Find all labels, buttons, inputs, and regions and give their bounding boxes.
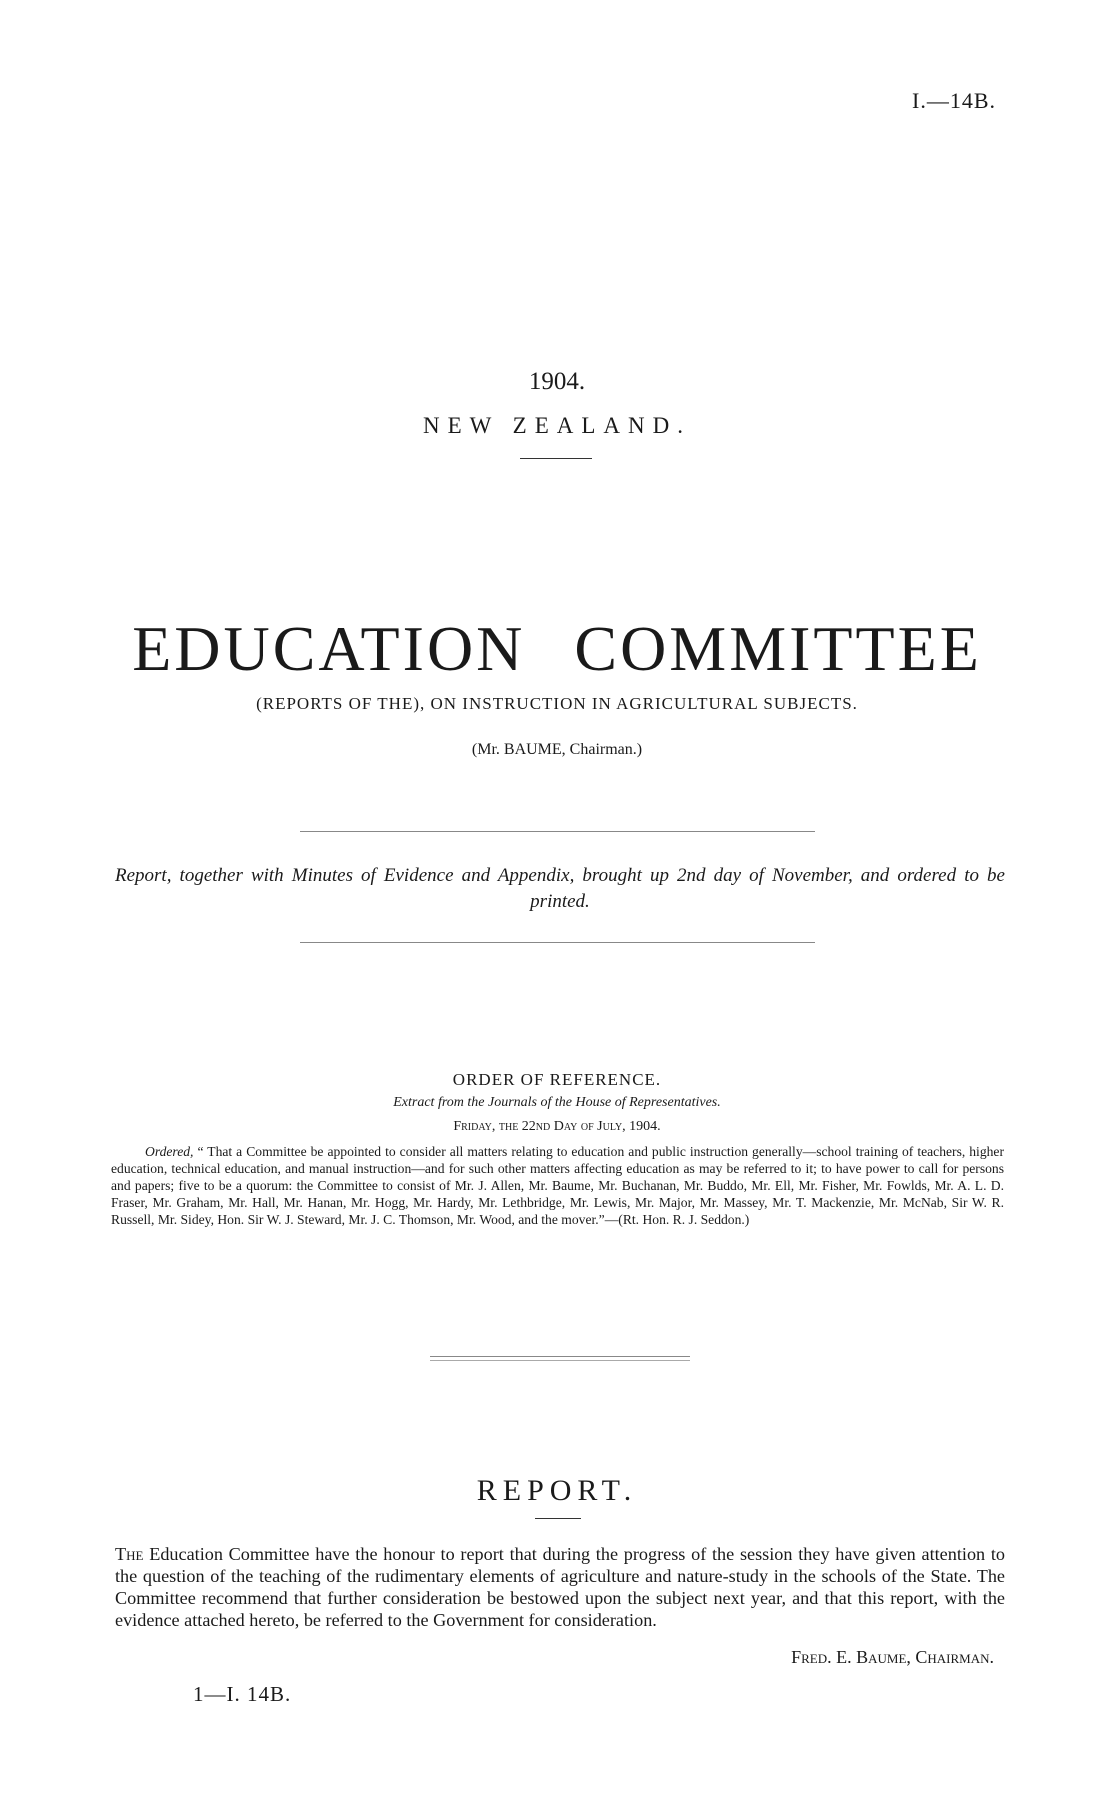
ordered-lead: Ordered, [145, 1144, 194, 1159]
divider [430, 1360, 690, 1361]
report-body [115, 1543, 1005, 1631]
document-subtitle: (REPORTS OF THE), ON INSTRUCTION IN AGRICULTURAL SUBJECTS. [256, 694, 858, 713]
order-of-reference-text [111, 1143, 1004, 1228]
document-title: EDUCATION COMMITTEE [132, 613, 982, 684]
report-text: Education Committee have the honour to report that during the progress of the session they have given attention to the question of the teaching of the rudimentary elements of agriculture and nature-study in the schools of the State. The Committee recommend that further consideration be bestowed upon the subject next year, and that this report, with the evidence attached hereto, be referred to the Government for consideration. [115, 1544, 1006, 1630]
publication-year: 1904. [528, 368, 586, 395]
chairman-signature: Fred. E. Baume, Chairman. [791, 1647, 994, 1667]
divider [430, 1356, 690, 1357]
country-heading: NEW ZEALAND. [422, 413, 692, 438]
divider [535, 1518, 581, 1519]
report-heading: REPORT. [476, 1474, 638, 1507]
order-body: “ That a Committee be appointed to consider all matters relating to education and public instruction generally—school training of teachers, higher education, technical education, and manual instruction—and for such other matters affecting education as may be referred to it; to have power to call for persons and papers; five to be a quorum: the Committee to consist of Mr. J. Allen, Mr. Baume, Mr. Buchanan, Mr. Buddo, Mr. Ell, Mr. Fisher, Mr. Fowlds, Mr. A. L. D. Fraser, Mr. Graham, Mr. Hall, Mr. Hanan, Mr. Hogg, Mr. Hardy, Mr. Lethbridge, Mr. Lewis, Mr. Major, Mr. Massey, Mr. T. Mackenzie, Mr. McNab, Sir W. R. Russell, Mr. Sidey, Hon. Sir W. J. Steward, Mr. J. C. Thomson, Mr. Wood, and the mover.”—(Rt. Hon. R. J. Seddon.) [111, 1144, 1004, 1227]
chairman-note: (Mr. BAUME, Chairman.) [471, 741, 643, 758]
report-lead: The [115, 1544, 144, 1564]
divider [300, 831, 815, 832]
divider [520, 458, 592, 459]
footer-reference: 1—I. 14B. [193, 1682, 292, 1706]
journal-extract-line: Extract from the Journals of the House of Representatives. [393, 1095, 721, 1110]
order-of-reference-heading: ORDER OF REFERENCE. [452, 1070, 662, 1089]
page-reference: I.—14B. [912, 88, 996, 113]
order-date: Friday, the 22nd Day of July, 1904. [453, 1119, 661, 1134]
report-presentation-note: Report, together with Minutes of Evidence and Appendix, brought up 2nd day of November, and ordered to be printed. [115, 865, 1005, 912]
divider [300, 942, 815, 943]
